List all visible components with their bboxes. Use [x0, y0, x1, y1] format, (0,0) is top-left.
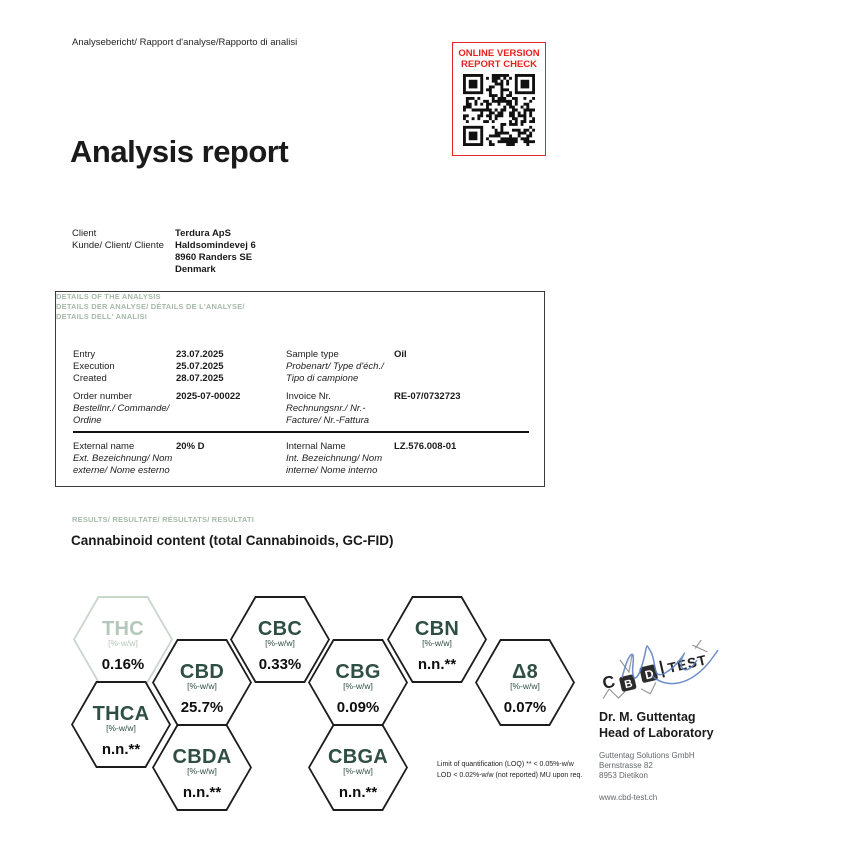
- client-name: Terdura ApS: [175, 228, 231, 239]
- hex-cbn: [387, 596, 487, 683]
- cannabinoid-value: n.n.**: [101, 741, 141, 758]
- cannabinoid-name: THCA: [92, 703, 150, 725]
- client-address-line: Haldsomindevej 6: [175, 240, 256, 251]
- logo-letter-d: D: [643, 666, 656, 683]
- order-number-value: 2025-07-00022: [176, 391, 241, 402]
- cannabinoid-unit: [%-w/w]: [422, 638, 452, 648]
- client-address-line: 8960 Randers SE: [175, 252, 253, 263]
- sample-type-label: Sample type: [286, 349, 339, 360]
- client-label-en: Client: [72, 228, 97, 239]
- cannabinoid-unit: [%-w/w]: [108, 638, 138, 648]
- online-version-box: [452, 42, 546, 156]
- cannabinoid-name: CBG: [335, 661, 381, 683]
- sample-type-value: Oil: [394, 349, 407, 360]
- lab-city: 8953 Dietikon: [599, 771, 648, 780]
- cannabinoid-value: 0.33%: [258, 656, 302, 673]
- qr-code: [463, 74, 535, 146]
- lab-street: Bernstrasse 82: [599, 761, 653, 770]
- cannabinoid-value: 0.16%: [101, 656, 145, 673]
- order-number-label-i18n: Bestellnr./ Commande/: [73, 403, 170, 414]
- entry-label: Entry: [73, 349, 96, 360]
- hex-delta8: [475, 639, 575, 726]
- loq-footnote: [437, 760, 582, 781]
- report-trilingual-label: Analysebericht/ Rapport d'analyse/Rapporto di analisi: [72, 37, 298, 48]
- execution-value: 25.07.2025: [176, 361, 224, 372]
- created-value: 28.07.2025: [176, 373, 224, 384]
- client-label-block: [72, 228, 164, 252]
- cannabinoid-unit: [%-w/w]: [187, 681, 217, 691]
- cannabinoid-value: n.n.**: [182, 784, 222, 801]
- created-label: Created: [73, 373, 107, 384]
- cannabinoid-value: n.n.**: [417, 656, 457, 673]
- details-heading-line: DETAILS OF THE ANALYSIS: [56, 292, 161, 301]
- cannabinoid-unit: [%-w/w]: [510, 681, 540, 691]
- execution-label: Execution: [73, 361, 115, 372]
- cannabinoid-name: CBD: [179, 661, 225, 683]
- cannabinoid-name: Δ8: [511, 661, 539, 683]
- lod-line: LOD < 0.02%-w/w (not reported) MU upon req.: [437, 771, 583, 779]
- cannabinoid-name: CBGA: [327, 746, 389, 768]
- cannabinoid-name: CBN: [414, 618, 460, 640]
- lab-website-link[interactable]: www.cbd-test.ch: [599, 793, 658, 802]
- cannabinoid-unit: [%-w/w]: [187, 766, 217, 776]
- order-number-label: Order number: [73, 391, 133, 402]
- client-label-i18n: Kunde/ Client/ Cliente: [72, 240, 164, 251]
- client-address-block: [175, 228, 256, 276]
- invoice-label-i18n: Rechnungsnr./ Nr.-: [286, 403, 366, 414]
- logo-letter-b: B: [623, 677, 634, 692]
- cannabinoid-value: n.n.**: [338, 784, 378, 801]
- internal-name-label-i18n: Int. Bezeichnung/ Nom: [286, 453, 383, 464]
- signatory-role: Head of Laboratory: [599, 726, 714, 740]
- invoice-value: RE-07/0732723: [394, 391, 461, 402]
- cannabinoid-unit: [%-w/w]: [265, 638, 295, 648]
- internal-name-value: LZ.576.008-01: [394, 441, 457, 452]
- details-heading: [56, 292, 544, 321]
- qr-caption-line1: ONLINE VERSION: [458, 48, 540, 59]
- cannabinoid-value: 0.07%: [503, 699, 547, 716]
- logo-letter-c: C: [600, 671, 617, 693]
- hex-cbda: [152, 724, 252, 811]
- results-heading: RESULTS/ RESULTATE/ RÉSULTATS/ RESULTATI: [72, 515, 255, 524]
- sample-type-label-i18n: Probenart/ Type d'éch./: [286, 361, 384, 372]
- entry-value: 23.07.2025: [176, 349, 224, 360]
- cannabinoid-name: THC: [101, 618, 144, 640]
- signatory-name: Dr. M. Guttentag: [599, 710, 696, 724]
- cannabinoid-unit: [%-w/w]: [106, 723, 136, 733]
- cannabinoid-name: CBDA: [172, 746, 232, 768]
- external-name-label-i18n: Ext. Bezeichnung/ Nom: [73, 453, 173, 464]
- details-box: [55, 291, 545, 487]
- hex-cbga: [308, 724, 408, 811]
- loq-line: Limit of quantification (LOQ) ** < 0.05%-w/w: [437, 761, 574, 768]
- details-separator: [73, 431, 529, 433]
- invoice-label-i18n: Facture/ Nr.-Fattura: [286, 415, 370, 426]
- logo-word-test: TEST: [666, 651, 709, 676]
- results-title: Cannabinoid content (total Cannabinoids, GC-FID): [71, 533, 394, 548]
- page-title: Analysis report: [70, 134, 289, 169]
- cbd-test-logo: [594, 640, 724, 702]
- details-heading-line: DETAILS DELL' ANALISI: [56, 311, 147, 321]
- invoice-label: Invoice Nr.: [286, 391, 331, 402]
- cannabinoid-unit: [%-w/w]: [343, 766, 373, 776]
- client-address-line: Denmark: [175, 264, 216, 275]
- cannabinoid-unit: [%-w/w]: [343, 681, 373, 691]
- cannabinoid-value: 25.7%: [180, 699, 224, 716]
- external-name-label-i18n: externe/ Nome esterno: [73, 465, 170, 476]
- internal-name-label: Internal Name: [286, 441, 346, 452]
- lab-address-block: [599, 751, 695, 781]
- sample-type-label-i18n: Tipo di campione: [286, 373, 359, 384]
- order-number-label-i18n: Ordine: [73, 415, 102, 426]
- details-heading-line: DETAILS DER ANALYSE/ DÉTAILS DE L'ANALYSE/: [56, 301, 245, 311]
- signatory-block: [599, 709, 714, 741]
- external-name-label: External name: [73, 441, 135, 452]
- cannabinoid-value: 0.09%: [336, 699, 380, 716]
- external-name-value: 20% D: [176, 441, 205, 452]
- qr-caption-line2: REPORT CHECK: [460, 59, 537, 70]
- internal-name-label-i18n: interne/ Nome interno: [286, 465, 378, 476]
- lab-company: Guttentag Solutions GmbH: [599, 751, 695, 760]
- cannabinoid-name: CBC: [257, 618, 303, 640]
